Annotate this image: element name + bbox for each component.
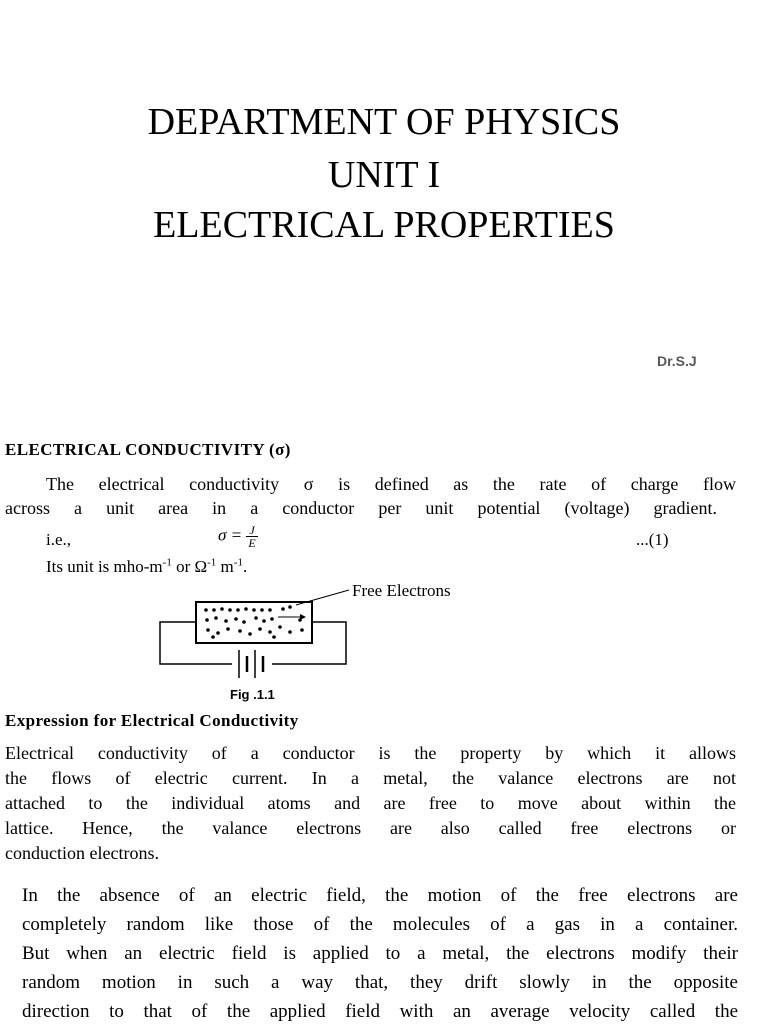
free-electrons-label: Free Electrons	[352, 581, 451, 600]
paragraph2-line-2: completely random like those of the molecules of a gas in a container.	[22, 914, 738, 935]
equation-numerator: J	[246, 524, 257, 537]
equation	[218, 524, 258, 549]
battery-icon	[239, 650, 263, 678]
unit-m: m	[216, 557, 234, 576]
expression-line-1: Electrical conductivity of a conductor is the property by which it allows	[5, 743, 736, 763]
expression-line-4: lattice. Hence, the valance electrons are also called free electrons or	[5, 818, 736, 838]
equation-lhs: σ =	[218, 525, 243, 545]
equation-fraction	[246, 524, 257, 549]
expression-line-5: conduction electrons.	[5, 843, 159, 863]
unit-line	[46, 556, 247, 578]
unit-exponent-2: -1	[207, 556, 217, 569]
unit-end: .	[242, 557, 248, 576]
drift-arrow-head	[300, 614, 306, 620]
definition-line-1: The electrical conductivity σ is defined as the rate of charge flow	[46, 474, 736, 494]
section-heading-expression: Expression for Electrical Conductivity	[5, 711, 299, 730]
unit-prefix: Its unit is mho-m	[46, 557, 163, 576]
title-line-1: DEPARTMENT OF PHYSICS	[147, 101, 621, 143]
equation-denominator: E	[248, 536, 256, 550]
label-leader-line	[296, 590, 349, 605]
unit-exponent-3: -1	[233, 556, 243, 569]
paragraph2-line-3: But when an electric field is applied to a metal, the electrons modify their	[22, 943, 738, 964]
paragraph2-line-1: In the absence of an electric field, the motion of the free electrons are	[22, 885, 738, 906]
unit-exponent-1: -1	[162, 556, 172, 569]
author-name: Dr.S.J	[657, 353, 697, 369]
paragraph2-line-5: direction to that of the applied field with an average velocity called the	[22, 1001, 738, 1022]
definition-line-2: across a unit area in a conductor per unit potential (voltage) gradient.	[5, 498, 717, 518]
paragraph2-line-4: random motion in such a way that, they drift slowly in the opposite	[22, 972, 738, 993]
expression-line-3: attached to the individual atoms and are free to move about within the	[5, 793, 736, 813]
title-line-2: UNIT I	[327, 154, 441, 196]
section-heading-conductivity: ELECTRICAL CONDUCTIVITY (σ)	[5, 440, 291, 459]
ie-label: i.e.,	[46, 530, 72, 549]
title-line-3: ELECTRICAL PROPERTIES	[153, 204, 615, 246]
free-electron-dots	[204, 605, 304, 639]
expression-line-2: the flows of electric current. In a metal, the valance electrons are not	[5, 768, 736, 788]
equation-number: ...(1)	[636, 530, 669, 549]
conductor-circuit-diagram	[150, 580, 510, 685]
figure-caption: Fig .1.1	[230, 687, 275, 702]
unit-or: or Ω	[171, 557, 208, 576]
